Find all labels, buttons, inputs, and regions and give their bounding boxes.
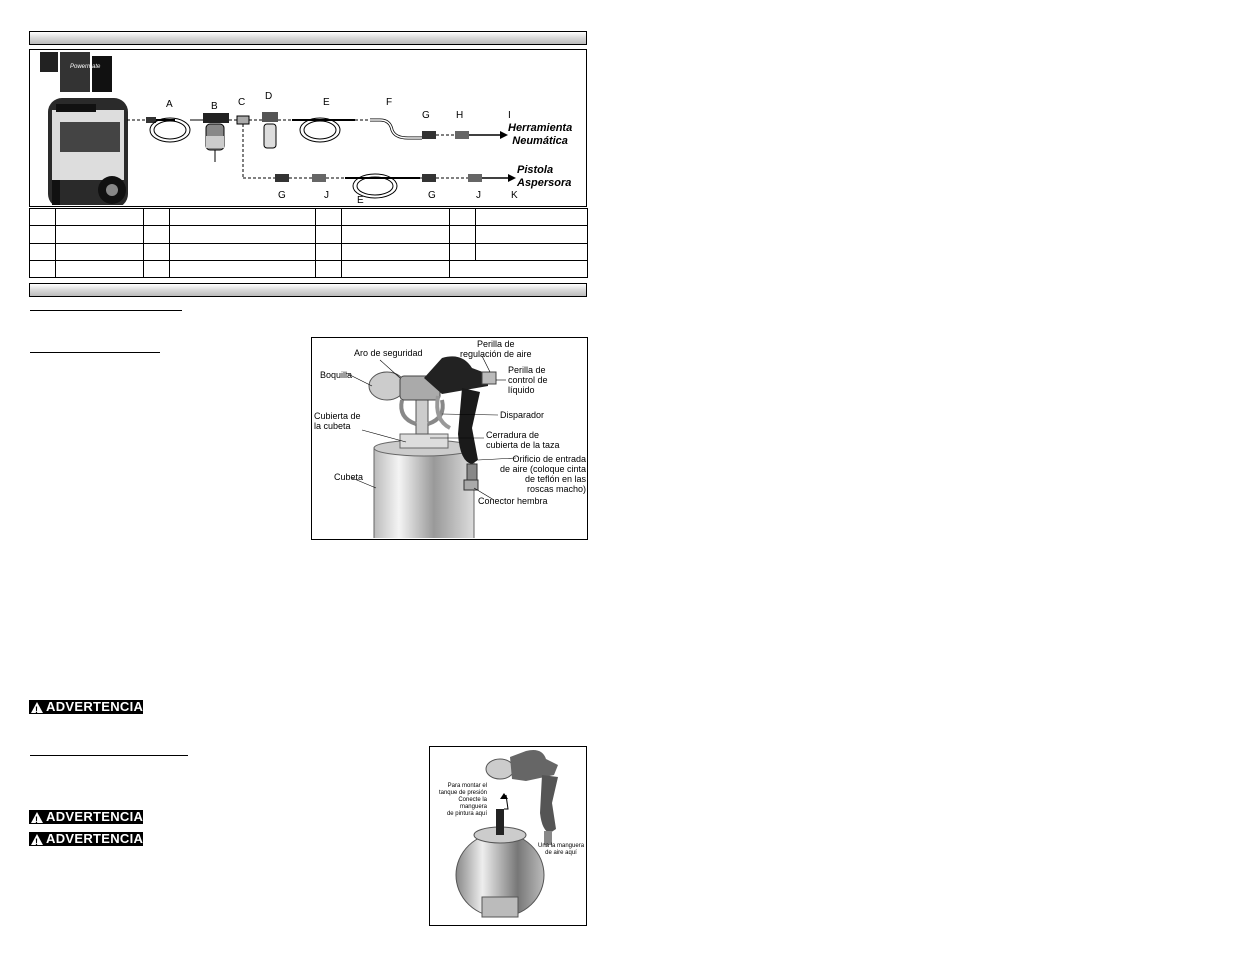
- label-e: E: [323, 97, 330, 108]
- warning-badge: ! ADVERTENCIA: [29, 700, 143, 714]
- label-g-2: G: [278, 190, 286, 201]
- label-g-3: G: [428, 190, 436, 201]
- warning-triangle-icon: [31, 834, 43, 845]
- warning-triangle-icon: [31, 812, 43, 823]
- label-c: C: [238, 97, 246, 108]
- section-header-bar: [29, 31, 587, 45]
- label-d: D: [265, 91, 273, 102]
- label-k: K: [511, 190, 518, 201]
- table-row: [30, 243, 588, 260]
- subheading-underline-2: [30, 755, 188, 756]
- label-pressure-tank: Para montar el tanque de presión Conecte la manguera de pintura aquí: [438, 783, 487, 817]
- label-b: B: [211, 101, 218, 112]
- label-a: A: [166, 99, 173, 110]
- label-fluid-knob: Perilla de control de líquido: [508, 365, 548, 395]
- label-cup-cover: Cubierta de la cubeta: [314, 411, 361, 431]
- label-g: G: [422, 110, 430, 121]
- compressor-illustration: [40, 52, 128, 205]
- warning-badge-2: ! ADVERTENCIA: [29, 810, 143, 824]
- air-system-diagram: [30, 50, 585, 205]
- compressor-brand: Powermate: [70, 64, 101, 70]
- table-row: [30, 226, 588, 243]
- pressure-feed-photo: [429, 746, 587, 926]
- label-j: J: [324, 190, 329, 201]
- destination-tool: Herramienta Neumática: [508, 122, 573, 147]
- label-nozzle: Boquilla: [320, 370, 353, 380]
- warning-badge-3: ! ADVERTENCIA: [29, 832, 143, 846]
- label-air-inlet: Orificio de entrada de aire (coloque cinta de teflón en las roscas macho): [499, 454, 586, 494]
- label-trigger: Disparador: [500, 410, 545, 420]
- label-j-2: J: [476, 190, 481, 201]
- label-h: H: [456, 110, 464, 121]
- section-header-bar-2: [29, 283, 587, 297]
- label-female-connector: Conector hembra: [478, 496, 548, 506]
- destination-gun: Pistola Aspersora: [517, 164, 572, 189]
- label-air-knob: Perilla de regulación de aire: [460, 339, 532, 359]
- label-f: F: [386, 97, 393, 108]
- pressure-gun-illustration: [430, 747, 585, 924]
- label-air-hose: Una la manguera de aire aquí: [538, 843, 585, 856]
- table-row: [30, 209, 588, 226]
- table-row: [30, 260, 588, 277]
- accessory-diagram: [29, 49, 587, 207]
- label-cup-lock: Cerradura de cubierta de la taza: [486, 430, 560, 450]
- heading-underline: [30, 310, 182, 311]
- label-cup: Cubeta: [334, 472, 364, 482]
- label-safety-ring: Aro de seguridad: [354, 348, 423, 358]
- parts-table: [29, 208, 588, 278]
- warning-triangle-icon: [31, 702, 43, 713]
- label-e-2: E: [357, 195, 364, 206]
- subheading-underline: [30, 352, 160, 353]
- label-i: I: [508, 110, 511, 121]
- spray-gun-photo: [311, 337, 588, 540]
